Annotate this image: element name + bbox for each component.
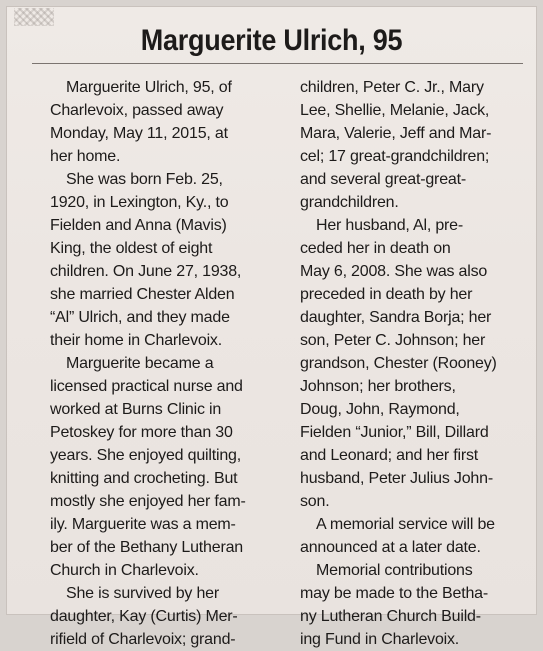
- paragraph-survived-start: She is survived by her daughter, Kay (Curtis) Mer- rifield of Charlevoix; grand-: [50, 585, 238, 648]
- right-column: [300, 76, 532, 651]
- obituary-headline: Marguerite Ulrich, 95: [140, 24, 403, 57]
- text-columns: [50, 76, 536, 651]
- newspaper-clipping: [6, 6, 537, 648]
- left-column: [50, 76, 282, 651]
- paragraph-birth-marriage: She was born Feb. 25, 1920, in Lexington, Ky., to Fielden and Anna (Mavis) King, the oldest of eight children. On June 27, 1938, she married Chester Alden “Al” Ulrich, and they made their home in Charlevoix.: [50, 171, 242, 349]
- paragraph-death-notice: Marguerite Ulrich, 95, of Charlevoix, passed away Monday, May 11, 2015, at her home.: [50, 79, 232, 165]
- paragraph-survived-continued: children, Peter C. Jr., Mary Lee, Shellie, Melanie, Jack, Mara, Valerie, Jeff and Mar- cel; 17 great-grandchildren; and several great-great- grandchildren.: [300, 79, 492, 211]
- paragraph-memorial-contributions: Memorial contributions may be made to the Betha- ny Lutheran Church Build- ing Fund in Charlevoix.: [300, 562, 489, 648]
- paragraph-preceded-in-death: Her husband, Al, pre- ceded her in death on May 6, 2008. She was also preceded in death by her daughter, Sandra Borja; her son, Peter C. Johnson; her grandson, Chester (Rooney) Johnson; her brothers, Doug, John, Raymond, Fielden “Junior,” Bill, Dillard and Leonard; and her first husband, Peter Julius John- son.: [300, 217, 497, 510]
- paragraph-career: Marguerite became a licensed practical nurse and worked at Burns Clinic in Petoskey for more than 30 years. She enjoyed quilting, knitting and crocheting. But mostly she enjoyed her fam- ily. Marguerite was a mem- ber of the Bethany Lutheran Church in Charlevoix.: [50, 355, 246, 579]
- headline-rule: [32, 63, 523, 64]
- paragraph-memorial-service: A memorial service will be announced at a later date.: [300, 516, 495, 556]
